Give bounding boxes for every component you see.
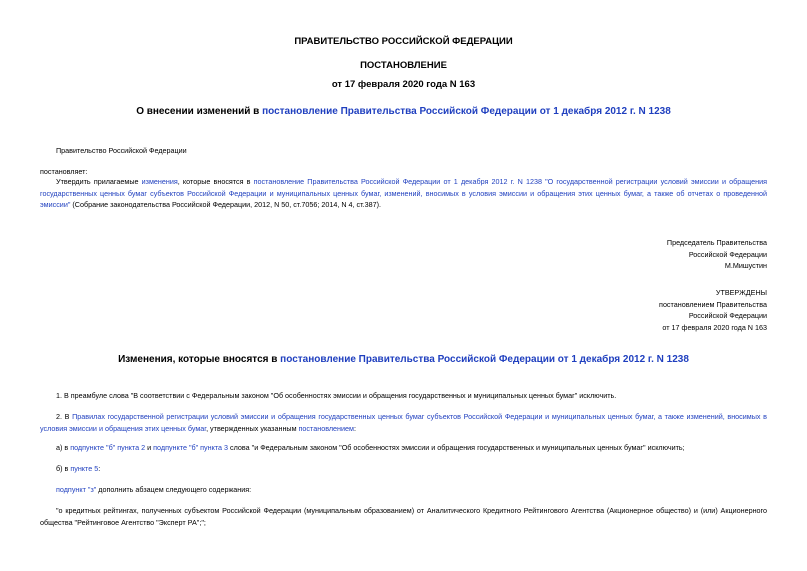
subpoint-z bbox=[56, 484, 251, 496]
item-a-prefix: а) в bbox=[56, 443, 71, 452]
item-2-text-c: : bbox=[353, 423, 356, 433]
item-a-mid: и bbox=[145, 443, 154, 452]
doc-type-heading: ПОСТАНОВЛЕНИЕ bbox=[360, 60, 447, 71]
government-heading: ПРАВИТЕЛЬСТВО РОССИЙСКОЙ ФЕДЕРАЦИИ bbox=[294, 36, 513, 47]
rules-link[interactable]: Правилах государственной регистрации условий эмиссии и обращения государственных ценных бумаг субъектов Российской Федерации и муниципальных ценных бумаг, а также изменений, вносимых в условия эмиссии и обращения этих ценных бумаг bbox=[40, 412, 767, 433]
approved-country: Российской Федерации bbox=[688, 311, 767, 320]
changes-title bbox=[0, 354, 807, 365]
item-a bbox=[56, 442, 685, 454]
signature-block bbox=[667, 237, 767, 272]
intro-text-b: , которые вносятся в bbox=[177, 177, 254, 186]
item-b bbox=[56, 463, 100, 475]
signature-name: М.Мишустин bbox=[724, 261, 767, 270]
resolution-link[interactable]: постановлением bbox=[298, 423, 354, 433]
intro-text-c: (Собрание законодательства Российской Федерации, 2012, N 50, ст.7056; 2014, N 4, ст.387). bbox=[70, 200, 381, 209]
item-1: 1. В преамбуле слова "В соответствии с Федеральным законом "Об особенностях эмиссии и обращения государственных и муниципальных ценных бумаг" исключить. bbox=[56, 391, 617, 400]
intro-text-a: Утвердить прилагаемые bbox=[56, 177, 142, 186]
item-a-rest: слова "и Федеральным законом "Об особенностях эмиссии и обращения государственных и муниципальных ценных бумаг" исключить; bbox=[228, 443, 685, 452]
item-2 bbox=[40, 411, 767, 434]
approved-label: УТВЕРЖДЕНЫ bbox=[715, 288, 767, 297]
changes-title-link[interactable]: постановление Правительства Российской Федерации от 1 декабря 2012 г. N 1238 bbox=[280, 354, 689, 365]
subpoint-z-link[interactable]: подпункт "з" bbox=[56, 485, 97, 494]
subpoint-b-point-3-link[interactable]: подпункте "б" пункта 3 bbox=[153, 443, 229, 452]
quoted-addition: "о кредитных рейтингах, полученных субъектом Российской Федерации (муниципальным образованием) от Аналитического Кредитного Рейтингового Агентства (Акционерное общество) и (или) Акционерного общества "Рейтинговое Агентство "Эксперт РА";"; bbox=[40, 506, 767, 527]
intro-paragraph bbox=[40, 176, 767, 211]
title-prefix: О внесении изменений в bbox=[136, 106, 263, 117]
approved-by: постановлением Правительства bbox=[659, 299, 767, 309]
document-title bbox=[0, 106, 807, 117]
title-link[interactable]: постановление Правительства Российской Федерации от 1 декабря 2012 г. N 1238 bbox=[262, 106, 671, 117]
subpoint-z-rest: дополнить абзацем следующего содержания: bbox=[96, 485, 252, 494]
item-b-rest: : bbox=[98, 464, 101, 473]
approved-block bbox=[659, 287, 767, 333]
issuer-text: Правительство Российской Федерации bbox=[56, 146, 187, 155]
doc-date-number: от 17 февраля 2020 года N 163 bbox=[331, 79, 476, 90]
item-2-text-a: 2. В bbox=[56, 412, 73, 421]
item-2-text-b: , утвержденных указанным bbox=[206, 423, 299, 433]
item-b-prefix: б) в bbox=[56, 464, 71, 473]
signature-country: Российской Федерации bbox=[688, 249, 767, 259]
resolution-1238-link[interactable]: постановление Правительства Российской Федерации от 1 декабря 2012 г. N 1238 "О государственной регистрации условий эмиссии и обращения государственных ценных бумаг субъектов Российской Федерации и муниципальных ценных бумаг, изменений, вносимых в условия эмиссии и обращения этих ценных бумаг, а также об отчетах о проведенной эмиссии" bbox=[40, 177, 767, 209]
changes-link[interactable]: изменения bbox=[141, 177, 178, 186]
signature-position: Председатель Правительства bbox=[666, 238, 767, 247]
approved-date: от 17 февраля 2020 года N 163 bbox=[662, 322, 767, 332]
changes-title-prefix: Изменения, которые вносятся в bbox=[118, 354, 281, 365]
point-5-link[interactable]: пункте 5 bbox=[70, 464, 99, 473]
decides-text: постановляет: bbox=[40, 167, 88, 176]
subpoint-b-point-2-link[interactable]: подпункте "б" пункта 2 bbox=[70, 443, 146, 452]
